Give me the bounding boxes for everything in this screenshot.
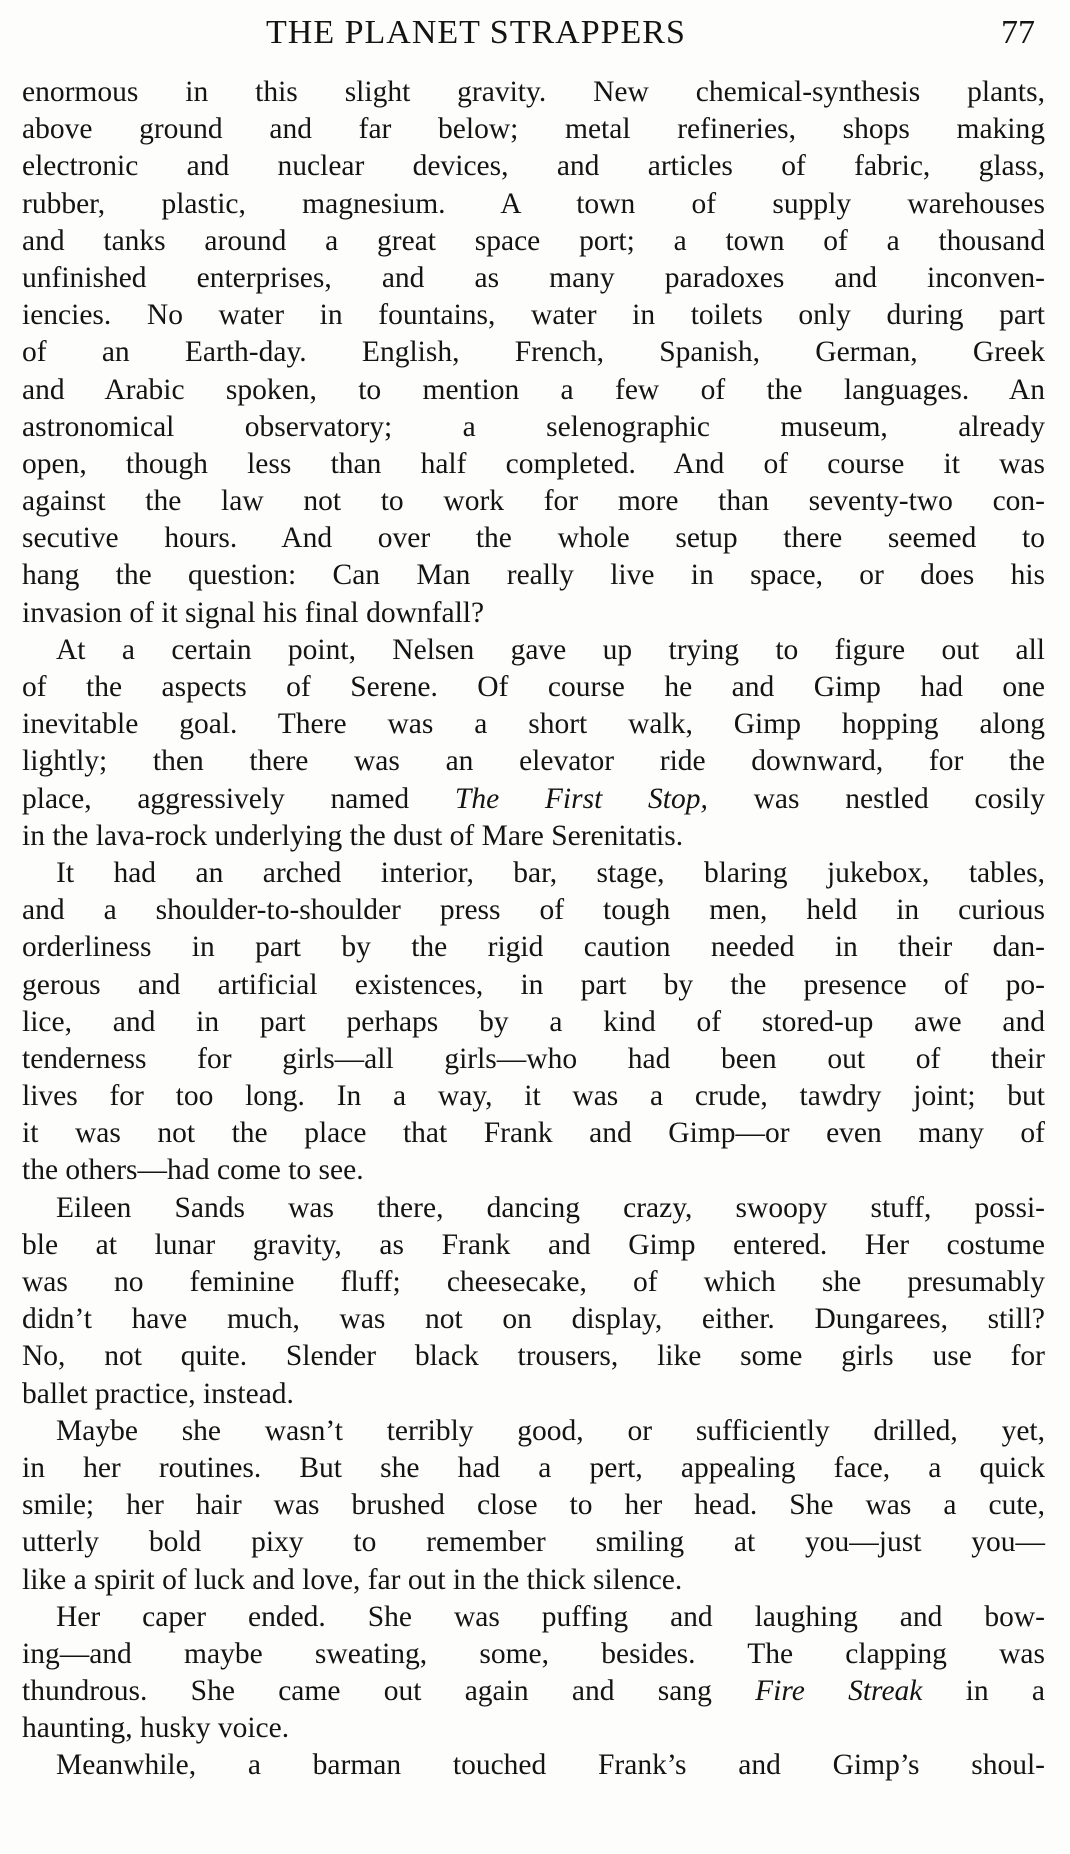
- text-run: Meanwhile, a barman touched Frank’s and Gimp’s shoul-: [56, 1749, 1045, 1782]
- text-run: Her caper ended. She was puffing and laughing and bow-: [56, 1600, 1045, 1633]
- running-head: [20, 14, 1035, 54]
- text-line: [22, 1599, 1045, 1636]
- text-line: [22, 781, 1045, 818]
- text-line: [22, 74, 1045, 111]
- text-run: and Arabic spoken, to mention a few of the languages. An: [22, 373, 1045, 406]
- text-run: unfinished enterprises, and as many paradoxes and inconven-: [22, 261, 1045, 294]
- text-run: It had an arched interior, bar, stage, blaring jukebox, tables,: [56, 856, 1045, 889]
- text-run: in the lava-rock underlying the dust of Mare Serenitatis.: [22, 819, 684, 852]
- text-line: [22, 1004, 1045, 1041]
- text-line: [22, 409, 1045, 446]
- text-run: secutive hours. And over the whole setup there seemed to: [22, 522, 1045, 555]
- text-run: was no feminine fluff; cheesecake, of which she presumably: [22, 1266, 1045, 1298]
- text-run: thundrous. She came out again and sang: [22, 1675, 756, 1708]
- text-run: hang the question: Can Man really live in space, or does his: [22, 559, 1045, 592]
- text-line: [22, 929, 1045, 966]
- paragraph: [22, 74, 1045, 632]
- text-line: [22, 967, 1045, 1004]
- text-run: of the aspects of Serene. Of course he and Gimp had one: [22, 671, 1045, 703]
- italic-text: Fire Streak: [755, 1675, 923, 1708]
- text-line: [22, 557, 1045, 594]
- text-line: [22, 1264, 1045, 1301]
- text-run: Maybe she wasn’t terribly good, or sufficiently drilled, yet,: [56, 1414, 1045, 1447]
- text-run: astronomical observatory; a selenographic museum, already: [22, 410, 1045, 443]
- text-run: place, aggressively named: [22, 782, 455, 815]
- text-line: [22, 1041, 1045, 1078]
- text-line: [22, 260, 1045, 297]
- text-line: [22, 818, 1045, 855]
- text-run: Eileen Sands was there, dancing crazy, swoopy stuff, possi-: [56, 1191, 1045, 1224]
- text-run: lice, and in part perhaps by a kind of stored-up awe and: [22, 1005, 1045, 1038]
- text-run: invasion of it signal his final downfall?: [22, 596, 485, 629]
- text-line: [22, 1636, 1045, 1673]
- text-line: [22, 1227, 1045, 1264]
- text-line: [22, 632, 1045, 669]
- text-line: [22, 1450, 1045, 1487]
- text-run: No, not quite. Slender black trousers, like some girls use for: [22, 1340, 1045, 1373]
- text-line: [22, 706, 1045, 743]
- text-line: [22, 595, 1045, 632]
- text-run: in a: [922, 1675, 1046, 1708]
- text-run: of an Earth-day. English, French, Spanish, German, Greek: [22, 336, 1045, 369]
- text-run: was nestled cosily: [707, 782, 1045, 815]
- text-line: [22, 148, 1045, 185]
- text-run: enormous in this slight gravity. New chemical-synthesis plants,: [22, 76, 1045, 108]
- text-line: [22, 1115, 1045, 1152]
- text-run: At a certain point, Nelsen gave up trying to figure out all: [56, 633, 1045, 666]
- text-line: [22, 1338, 1045, 1375]
- text-run: didn’t have much, was not on display, either. Dungarees, still?: [22, 1303, 1045, 1336]
- text-run: electronic and nuclear devices, and articles of fabric, glass,: [22, 150, 1045, 183]
- text-line: [22, 743, 1045, 780]
- text-line: [22, 111, 1045, 148]
- text-run: utterly bold pixy to remember smiling at you—just you—: [22, 1526, 1045, 1559]
- text-run: like a spirit of luck and love, far out in the thick silence.: [22, 1563, 683, 1596]
- text-line: [22, 1747, 1045, 1784]
- text-run: smile; her hair was brushed close to her head. She was a cute,: [22, 1489, 1045, 1522]
- text-line: [22, 1152, 1045, 1189]
- text-line: [22, 1673, 1045, 1710]
- text-run: it was not the place that Frank and Gimp—or even many of: [22, 1117, 1045, 1150]
- text-run: ble at lunar gravity, as Frank and Gimp entered. Her costume: [22, 1228, 1045, 1261]
- text-run: orderliness in part by the rigid caution needed in their dan-: [22, 931, 1045, 964]
- paragraph: [22, 1747, 1045, 1784]
- text-line: [22, 1078, 1045, 1115]
- paragraph: [22, 1599, 1045, 1748]
- body-text: [22, 74, 1045, 1785]
- text-run: against the law not to work for more than seventy-two con-: [22, 485, 1045, 518]
- text-run: ballet practice, instead.: [22, 1377, 294, 1410]
- text-line: [22, 1301, 1045, 1338]
- text-line: [22, 1487, 1045, 1524]
- text-line: [22, 223, 1045, 260]
- paragraph: [22, 1190, 1045, 1413]
- text-run: ing—and maybe sweating, some, besides. The clapping was: [22, 1637, 1045, 1670]
- paragraph: [22, 855, 1045, 1190]
- text-line: [22, 1710, 1045, 1747]
- text-line: [22, 1190, 1045, 1227]
- text-line: [22, 483, 1045, 520]
- text-run: tenderness for girls—all girls—who had been out of their: [22, 1042, 1045, 1075]
- italic-text: The First Stop,: [454, 782, 708, 815]
- text-line: [22, 669, 1045, 706]
- text-run: lightly; then there was an elevator ride downward, for the: [22, 745, 1045, 778]
- text-run: and a shoulder-to-shoulder press of tough men, held in curious: [22, 894, 1045, 927]
- text-run: and tanks around a great space port; a town of a thousand: [22, 224, 1045, 257]
- text-line: [22, 1562, 1045, 1599]
- text-line: [22, 520, 1045, 557]
- text-line: [22, 855, 1045, 892]
- running-title: THE PLANET STRAPPERS: [266, 14, 686, 51]
- text-line: [22, 1376, 1045, 1413]
- text-run: inevitable goal. There was a short walk, Gimp hopping along: [22, 708, 1045, 741]
- text-run: haunting, husky voice.: [22, 1712, 290, 1745]
- text-run: gerous and artificial existences, in part by the presence of po-: [22, 968, 1045, 1001]
- text-run: open, though less than half completed. And of course it was: [22, 447, 1045, 480]
- text-run: above ground and far below; metal refineries, shops making: [22, 113, 1045, 146]
- text-run: in her routines. But she had a pert, appealing face, a quick: [22, 1451, 1045, 1484]
- text-run: lives for too long. In a way, it was a crude, tawdry joint; but: [22, 1080, 1045, 1113]
- text-line: [22, 297, 1045, 334]
- text-line: [22, 446, 1045, 483]
- paragraph: [22, 632, 1045, 855]
- text-line: [22, 1413, 1045, 1450]
- text-line: [22, 372, 1045, 409]
- text-run: iencies. No water in fountains, water in toilets only during part: [22, 299, 1045, 332]
- text-line: [22, 892, 1045, 929]
- text-run: the others—had come to see.: [22, 1154, 364, 1187]
- page-number: 77: [1001, 14, 1035, 51]
- text-line: [22, 1524, 1045, 1561]
- text-line: [22, 186, 1045, 223]
- text-run: rubber, plastic, magnesium. A town of supply warehouses: [22, 187, 1045, 220]
- paragraph: [22, 1413, 1045, 1599]
- text-line: [22, 334, 1045, 371]
